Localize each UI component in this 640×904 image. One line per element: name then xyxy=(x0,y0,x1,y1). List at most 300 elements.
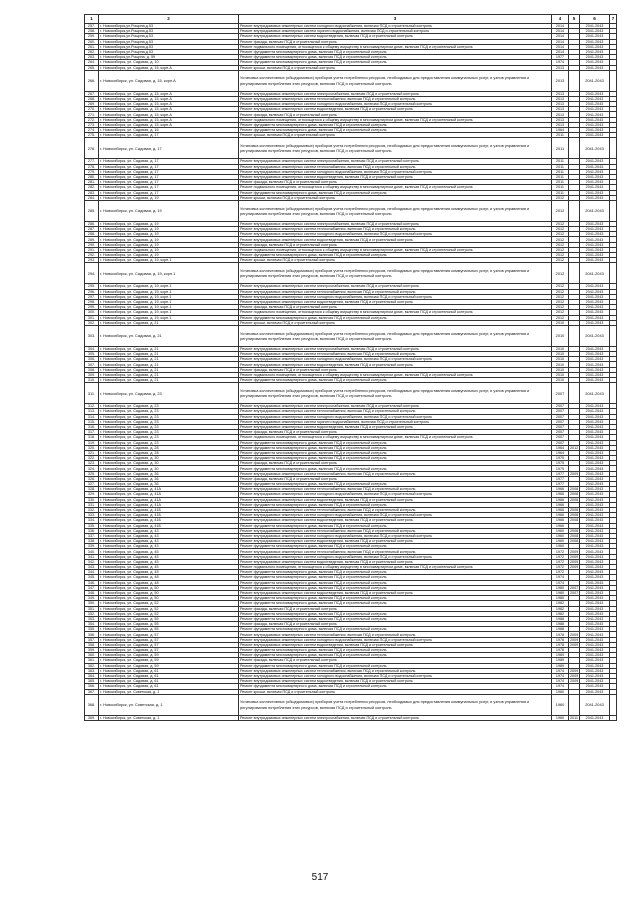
address-cell: г. Новосибирск, ул. Садовая, д. 59 xyxy=(99,653,239,658)
row-number-cell: 284. xyxy=(85,195,99,200)
row-number-cell: 334. xyxy=(85,518,99,523)
period-cell: 2041-2043 xyxy=(580,294,610,299)
work-type-cell: Ремонт фундамента многоквартирного дома, включая ПСД и строительный контроль xyxy=(239,55,552,60)
period-cell: 2041-2043 xyxy=(580,528,610,533)
period-cell: 2041-2043 xyxy=(580,565,610,570)
row-number-cell: 337. xyxy=(85,533,99,538)
address-cell: г. Новосибирск, ул. Советская, д. 1 xyxy=(99,694,239,715)
work-type-cell: Ремонт внутридомовых инженерных систем водоотведения, включая ПСД и строительный контроль xyxy=(239,299,552,304)
year-cell: 2010 xyxy=(552,352,569,357)
work-type-cell: Ремонт фасада, включая ПСД и строительный контроль xyxy=(239,658,552,663)
period-cell: 2041-2043 xyxy=(580,570,610,575)
work-type-cell: Ремонт внутридомовых инженерных систем электроснабжения, включая ПСД и строительный контроль xyxy=(239,91,552,96)
work-type-cell: Ремонт внутридомовых инженерных систем электроснабжения, включая ПСД и строительный контроль xyxy=(239,159,552,164)
work-type-cell: Ремонт фундамента многоквартирного дома, включая ПСД и строительный контроль xyxy=(239,585,552,590)
address-cell: г. Новосибирск, ул. Садовая, д. 41Б xyxy=(99,507,239,512)
row-number-cell: 291. xyxy=(85,247,99,252)
work-type-cell: Ремонт внутридомовых инженерных систем теплоснабжения, включая ПСД и строительный контроль xyxy=(239,507,552,512)
period-cell: 2041-2043 xyxy=(580,55,610,60)
table-body xyxy=(85,15,617,721)
year-extra-cell: 2009 xyxy=(570,679,579,684)
year-cell: 1989 xyxy=(552,658,569,663)
blank-cell xyxy=(610,200,617,221)
year-cell: 2007 xyxy=(552,424,569,429)
row-number-cell: 353. xyxy=(85,616,99,621)
address-cell: г. Новосибирск, ул. Садовая, д. 41Б xyxy=(99,523,239,528)
year-cell: 1982 xyxy=(552,606,569,611)
address-cell: г. Новосибирск, ул. Садовая, д. 48 xyxy=(99,575,239,580)
row-number-cell: 294. xyxy=(85,263,99,284)
row-number-cell: 299. xyxy=(85,305,99,310)
work-type-cell: Ремонт внутридомовых инженерных систем водоотведения, включая ПСД и строительный контроль xyxy=(239,642,552,647)
period-cell: 2041-2043 xyxy=(580,44,610,49)
work-type-cell: Ремонт фасада, включая ПСД и строительный контроль xyxy=(239,622,552,627)
address-cell: г. Новосибирск, ул. Садовая, д. 17 xyxy=(99,190,239,195)
year-cell: 2012 xyxy=(552,263,569,284)
work-type-cell: Ремонт фундамента многоквартирного дома, включая ПСД и строительный контроль xyxy=(239,60,552,65)
address-cell: г. Новосибирск, ул. Садовая, д. 23 xyxy=(99,404,239,409)
period-cell: 2041-2043 xyxy=(580,544,610,549)
year-cell: 2010 xyxy=(552,378,569,383)
work-type-cell: Установка коллективных (общедомовых) приборов учета потребления ресурсов, необходимых для предоставления коммунальных услуг, и узлов управления и регулирования потребления этих ресурсов, включая ПСД и строительный контроль xyxy=(239,200,552,221)
year-cell: 1980 xyxy=(552,596,569,601)
period-cell: 2041-2043 xyxy=(580,117,610,122)
year-cell: 2007 xyxy=(552,419,569,424)
year-cell: 2007 xyxy=(552,414,569,419)
year-cell: 1982 xyxy=(552,611,569,616)
year-cell: 2011 xyxy=(552,180,569,185)
year-cell: 1988 xyxy=(552,627,569,632)
year-extra-cell xyxy=(569,138,580,159)
address-cell: г. Новосибирск, ул. Садовая, д. 45 xyxy=(99,565,239,570)
row-number-cell: 361. xyxy=(85,658,99,663)
year-cell: 1977 xyxy=(552,471,569,476)
period-cell: 2041-2043 xyxy=(580,357,610,362)
row-number-cell: 341. xyxy=(85,554,99,559)
period-cell: 2041-2043 xyxy=(580,159,610,164)
period-cell: 2041-2043 xyxy=(580,554,610,559)
address-cell: г. Новосибирск, ул. Садовая, д. 30 xyxy=(99,461,239,466)
period-cell: 2041-2043 xyxy=(580,471,610,476)
period-cell: 2041-2043 xyxy=(580,346,610,351)
period-cell: 2041-2043 xyxy=(580,642,610,647)
work-type-cell: Ремонт крыши, включая ПСД и строительный контроль xyxy=(239,689,552,694)
period-cell: 2041-2043 xyxy=(580,49,610,54)
address-cell: г. Новосибирск, ул. Садовая, д. 52 xyxy=(99,606,239,611)
year-cell: 2010 xyxy=(552,346,569,351)
address-cell: г. Новосибирск, ул. Садовая, д. 28 xyxy=(99,445,239,450)
period-cell: 2041-2043 xyxy=(580,461,610,466)
address-cell: г. Новосибирск, ул. Садовая, д. 15, корп.А xyxy=(99,70,239,91)
work-type-cell: Ремонт фундамента многоквартирного дома, включая ПСД и строительный контроль xyxy=(239,440,552,445)
year-cell: 1964 xyxy=(552,445,569,450)
row-number-cell: 269. xyxy=(85,102,99,107)
work-type-cell: Ремонт фундамента многоквартирного дома, включая ПСД и строительный контроль xyxy=(239,378,552,383)
year-cell: 1966 xyxy=(552,513,569,518)
year-extra-cell: 2009 xyxy=(570,549,579,554)
address-cell: г. Новосибирск,ул.Рощина,д.53 xyxy=(99,24,239,29)
year-cell: 1972 xyxy=(552,565,569,570)
year-cell: 1974 xyxy=(552,684,569,689)
table-row xyxy=(85,138,617,159)
period-cell: 2041-2043 xyxy=(580,668,610,673)
period-cell: 2041-2043 xyxy=(580,658,610,663)
year-cell: 2012 xyxy=(552,227,569,232)
work-type-cell: Ремонт внутридомовых инженерных систем теплоснабжения, включая ПСД и строительный контроль xyxy=(239,668,552,673)
year-cell: 1977 xyxy=(552,476,569,481)
period-cell: 2041-2043 xyxy=(580,284,610,289)
blank-cell xyxy=(610,383,617,404)
work-type-cell: Ремонт подвального помещения, относящегося к общему имуществу в многоквартирном доме, включая ПСД и строительный контроль xyxy=(239,435,552,440)
work-type-cell: Ремонт фундамента многоквартирного дома, включая ПСД и строительный контроль xyxy=(239,122,552,127)
work-type-cell: Ремонт фасада, включая ПСД и строительный контроль xyxy=(239,305,552,310)
year-cell: 2007 xyxy=(552,440,569,445)
period-cell: 2041-2043 xyxy=(580,580,610,585)
year-extra-cell: 2008 xyxy=(570,539,579,544)
row-number-cell: 268. xyxy=(85,96,99,101)
header-cell: 4 xyxy=(552,15,569,24)
row-number-cell: 316. xyxy=(85,424,99,429)
period-cell: 2041-2043 xyxy=(580,107,610,112)
address-cell: г. Новосибирск, ул. Садовая, д. 21 xyxy=(99,362,239,367)
row-number-cell: 358. xyxy=(85,642,99,647)
address-cell: г. Новосибирск, ул. Садовая, д. 19 xyxy=(99,227,239,232)
row-number-cell: 343. xyxy=(85,565,99,570)
blank-cell xyxy=(610,694,617,715)
blank-cell xyxy=(610,325,617,346)
year-cell: 1974 xyxy=(552,580,569,585)
row-number-cell: 263. xyxy=(85,55,99,60)
work-type-cell: Ремонт внутридомовых инженерных систем водоотведения, включая ПСД и строительный контроль xyxy=(239,174,552,179)
address-cell: г. Новосибирск, ул. Садовая, д. 36 xyxy=(99,476,239,481)
year-cell: 1975 xyxy=(552,461,569,466)
row-number-cell: 347. xyxy=(85,585,99,590)
year-extra-cell: 2008 xyxy=(570,513,579,518)
period-cell: 2041-2043 xyxy=(580,367,610,372)
row-number-cell: 308. xyxy=(85,367,99,372)
address-cell: г. Новосибирск, ул. Советская, д. 1 xyxy=(99,689,239,694)
row-number-cell: 262. xyxy=(85,49,99,54)
work-type-cell: Ремонт внутридомовых инженерных систем теплоснабжения, включая ПСД и строительный контроль xyxy=(239,487,552,492)
row-number-cell: 317. xyxy=(85,430,99,435)
work-type-cell: Ремонт внутридомовых инженерных систем горячего водоснабжения, включая ПСД и строительный контроль xyxy=(239,29,552,34)
work-type-cell: Ремонт фасада, включая ПСД и строительный контроль xyxy=(239,476,552,481)
year-cell: 2012 xyxy=(552,232,569,237)
year-cell: 2012 xyxy=(552,294,569,299)
row-number-cell: 364. xyxy=(85,673,99,678)
row-number-cell: 258. xyxy=(85,29,99,34)
work-type-cell: Ремонт фундамента многоквартирного дома, включая ПСД и строительный контроль xyxy=(239,627,552,632)
work-type-cell: Установка коллективных (общедомовых) приборов учета потребления ресурсов, необходимых для предоставления коммунальных услуг, и узлов управления и регулирования потребления этих ресурсов, включая ПСД и строительный контроль xyxy=(239,325,552,346)
work-type-cell: Ремонт фундамента многоквартирного дома, включая ПСД и строительный контроль xyxy=(239,128,552,133)
work-type-cell: Ремонт фундамента многоквартирного дома, включая ПСД и строительный контроль xyxy=(239,580,552,585)
work-type-cell: Ремонт внутридомовых инженерных систем холодного водоснабжения, включая ПСД и строительный контроль xyxy=(239,294,552,299)
work-type-cell: Ремонт фундамента многоквартирного дома, включая ПСД и строительный контроль xyxy=(239,450,552,455)
address-cell: г. Новосибирск, ул. Садовая, д. 59 xyxy=(99,658,239,663)
year-cell: 1972 xyxy=(552,559,569,564)
period-cell: 2041-2043 xyxy=(580,299,610,304)
address-cell: г. Новосибирск, ул. Садовая, д. 19 xyxy=(99,242,239,247)
work-type-cell: Ремонт внутридомовых инженерных систем водоотведения, включая ПСД и строительный контроль xyxy=(239,237,552,242)
row-number-cell: 326. xyxy=(85,476,99,481)
period-cell: 2041-2043 xyxy=(580,523,610,528)
year-extra-cell xyxy=(569,694,580,715)
work-type-cell: Ремонт фундамента многоквартирного дома, включая ПСД и строительный контроль xyxy=(239,482,552,487)
year-cell: 2012 xyxy=(552,315,569,320)
year-cell: 1988 xyxy=(552,616,569,621)
work-type-cell: Ремонт внутридомовых инженерных систем водоотведения, включая ПСД и строительный контроль xyxy=(239,34,552,39)
work-type-cell: Ремонт фундамента многоквартирного дома, включая ПСД и строительный контроль xyxy=(239,190,552,195)
year-cell: 1960 xyxy=(552,533,569,538)
work-type-cell: Ремонт фундамента многоквартирного дома, включая ПСД и строительный контроль xyxy=(239,648,552,653)
address-cell: г. Новосибирск, ул. Садовая, д. 19, корп.1 xyxy=(99,294,239,299)
year-cell: 2011 xyxy=(552,133,569,138)
row-number-cell: 338. xyxy=(85,539,99,544)
year-cell: 1964 xyxy=(552,450,569,455)
address-cell: г. Новосибирск, ул. Садовая, д. 43 xyxy=(99,528,239,533)
address-cell: г. Новосибирск, ул. Садовая, д. 17 xyxy=(99,164,239,169)
year-extra-cell: 2009 xyxy=(570,642,579,647)
year-cell: 1978 xyxy=(552,637,569,642)
address-cell: г. Новосибирск, ул. Садовая, д. 50 xyxy=(99,596,239,601)
address-cell: г. Новосибирск, ул. Садовая, д. 48 xyxy=(99,580,239,585)
period-cell: 2041-2043 xyxy=(580,513,610,518)
period-cell: 2041-2043 xyxy=(580,549,610,554)
year-cell: 1966 xyxy=(552,507,569,512)
row-number-cell: 272. xyxy=(85,117,99,122)
row-number-cell: 290. xyxy=(85,242,99,247)
period-cell: 2041-2043 xyxy=(580,715,610,720)
work-type-cell: Ремонт фасада, включая ПСД и строительный контроль xyxy=(239,242,552,247)
work-type-cell: Ремонт внутридомовых инженерных систем холодного водоснабжения, включая ПСД и строительный контроль xyxy=(239,637,552,642)
row-number-cell: 304. xyxy=(85,346,99,351)
address-cell: г. Новосибирск, ул. Садовая, д. 45 xyxy=(99,559,239,564)
address-cell: г. Новосибирск, ул. Садовая, д. 21 xyxy=(99,352,239,357)
period-cell: 2041-2043 xyxy=(580,689,610,694)
address-cell: г. Новосибирск, ул. Садовая, д. 21 xyxy=(99,378,239,383)
work-type-cell: Ремонт внутридомовых инженерных систем горячего водоснабжения, включая ПСД и строительный контроль xyxy=(239,419,552,424)
address-cell: г. Новосибирск, ул. Садовая, д. 45 xyxy=(99,570,239,575)
year-cell: 2012 xyxy=(552,242,569,247)
row-number-cell: 312. xyxy=(85,404,99,409)
work-type-cell: Ремонт внутридомовых инженерных систем электроснабжения, включая ПСД и строительный контроль xyxy=(239,221,552,226)
work-type-cell: Ремонт фундамента многоквартирного дома, включая ПСД и строительный контроль xyxy=(239,544,552,549)
work-type-cell: Ремонт фасада, включая ПСД и строительный контроль xyxy=(239,606,552,611)
year-cell: 2014 xyxy=(552,49,569,54)
address-cell: г. Новосибирск, ул. Садовая, д. 19, корп.1 xyxy=(99,289,239,294)
work-type-cell: Ремонт внутридомовых инженерных систем холодного водоснабжения, включая ПСД и строительный контроль xyxy=(239,673,552,678)
address-cell: г. Новосибирск, ул. Садовая, д. 57 xyxy=(99,648,239,653)
year-cell: 1966 xyxy=(552,502,569,507)
work-type-cell: Ремонт фасада, включая ПСД и строительный контроль xyxy=(239,461,552,466)
row-number-cell: 279. xyxy=(85,169,99,174)
row-number-cell: 286. xyxy=(85,221,99,226)
period-cell: 2041-2043 xyxy=(580,128,610,133)
row-number-cell: 264. xyxy=(85,60,99,65)
work-type-cell: Ремонт фундамента многоквартирного дома, включая ПСД и строительный контроль xyxy=(239,575,552,580)
period-cell: 2041-2043 xyxy=(580,305,610,310)
year-extra-cell: 2009 xyxy=(570,565,579,570)
address-cell: г. Новосибирск, ул. Садовая, д. 57 xyxy=(99,637,239,642)
address-cell: г. Новосибирск, ул. Садовая, д. 17 xyxy=(99,138,239,159)
row-number-cell: 345. xyxy=(85,575,99,580)
work-type-cell: Ремонт внутридомовых инженерных систем холодного водоснабжения, включая ПСД и строительный контроль xyxy=(239,554,552,559)
row-number-cell: 359. xyxy=(85,648,99,653)
period-cell: 2041-2043 xyxy=(580,648,610,653)
year-cell: 2012 xyxy=(552,289,569,294)
year-extra-cell: 2008 xyxy=(570,492,579,497)
work-type-cell: Ремонт подвального помещения, относящегося к общему имуществу в многоквартирном доме, включая ПСД и строительный контроль xyxy=(239,372,552,377)
period-cell: 2041-2043 xyxy=(580,320,610,325)
year-cell: 1977 xyxy=(552,55,569,60)
year-cell: 2010 xyxy=(552,325,569,346)
year-cell: 1989 xyxy=(552,663,569,668)
work-type-cell: Ремонт внутридомовых инженерных систем холодного водоснабжения, включая ПСД и строительный контроль xyxy=(239,232,552,237)
year-cell: 1988 xyxy=(552,622,569,627)
period-cell: 2041-2043 xyxy=(580,601,610,606)
address-cell: г. Новосибирск, ул. Садовая, д. 10 xyxy=(99,60,239,65)
period-cell: 2041-2043 xyxy=(580,237,610,242)
row-number-cell: 270. xyxy=(85,107,99,112)
year-extra-cell: 2011 xyxy=(570,715,578,720)
address-cell: г. Новосибирск, ул. Садовая, д. 17 xyxy=(99,180,239,185)
year-cell: 2013 xyxy=(552,107,569,112)
period-cell: 2041-2043 xyxy=(580,24,610,29)
address-cell: г. Новосибирск, ул. Садовая, д. 15, корп.А xyxy=(99,65,239,70)
year-cell: 2012 xyxy=(552,284,569,289)
year-extra-cell xyxy=(569,325,580,346)
address-cell: г. Новосибирск,ул.Рощина,д.53 xyxy=(99,49,239,54)
year-extra-cell: 2007 xyxy=(570,585,579,590)
year-cell: 2012 xyxy=(552,221,569,226)
period-cell: 2041-2043 xyxy=(580,70,610,91)
work-type-cell: Ремонт фундамента многоквартирного дома, включая ПСД и строительный контроль xyxy=(239,456,552,461)
work-type-cell: Ремонт внутридомовых инженерных систем водоотведения, включая ПСД и строительный контроль xyxy=(239,679,552,684)
period-cell: 2041-2043 xyxy=(580,164,610,169)
row-number-cell: 329. xyxy=(85,492,99,497)
period-cell: 2041-2043 xyxy=(580,112,610,117)
row-number-cell: 289. xyxy=(85,237,99,242)
row-number-cell: 278. xyxy=(85,164,99,169)
row-number-cell: 328. xyxy=(85,487,99,492)
work-type-cell: Ремонт внутридомовых инженерных систем водоотведения, включая ПСД и строительный контроль xyxy=(239,518,552,523)
row-number-cell: 322. xyxy=(85,456,99,461)
work-type-cell: Ремонт внутридомовых инженерных систем электроснабжения, включая ПСД и строительный контроль xyxy=(239,346,552,351)
year-cell: 2014 xyxy=(552,24,569,29)
work-type-cell: Ремонт подвального помещения, относящегося к общему имуществу в многоквартирном доме, включая ПСД и строительный контроль xyxy=(239,117,552,122)
address-cell: г. Новосибирск, ул. Садовая, д. 17 xyxy=(99,169,239,174)
year-cell: 1980 xyxy=(552,590,569,595)
row-number-cell: 305. xyxy=(85,352,99,357)
row-number-cell: 354. xyxy=(85,622,99,627)
year-cell: 1966 xyxy=(552,487,569,492)
row-number-cell: 355. xyxy=(85,627,99,632)
address-cell: г. Новосибирск, ул. Садовая, д. 19 xyxy=(99,253,239,258)
year-extra-cell: 2009 xyxy=(570,554,579,559)
period-cell: 2041-2043 xyxy=(580,383,610,404)
row-number-cell: 360. xyxy=(85,653,99,658)
row-number-cell: 307. xyxy=(85,362,99,367)
year-extra-cell xyxy=(569,200,580,221)
work-type-cell: Ремонт фундамента многоквартирного дома, включая ПСД и строительный контроль xyxy=(239,445,552,450)
address-cell: г. Новосибирск, ул. Садовая, д. 23 xyxy=(99,435,239,440)
year-extra-cell xyxy=(569,263,580,284)
row-number-cell: 311. xyxy=(85,383,99,404)
address-cell: г. Новосибирск, ул. Садовая, д. 19 xyxy=(99,247,239,252)
row-number-cell: 277. xyxy=(85,159,99,164)
address-cell: г. Новосибирск, ул. Садовая, д. 15, корп.А xyxy=(99,91,239,96)
work-type-cell: Ремонт внутридомовых инженерных систем холодного водоснабжения, включая ПСД и строительный контроль xyxy=(239,357,552,362)
year-extra-cell: 2008 xyxy=(570,487,579,492)
address-cell: г. Новосибирск, ул. Садовая, д. 21 xyxy=(99,372,239,377)
row-number-cell: 327. xyxy=(85,482,99,487)
year-extra-cell: 2009 xyxy=(570,674,579,678)
row-number-cell: 333. xyxy=(85,513,99,518)
period-cell: 2041-2043 xyxy=(580,310,610,315)
year-cell: 1960 xyxy=(552,539,569,544)
year-cell: 2011 xyxy=(552,185,569,190)
year-cell: 2012 xyxy=(552,299,569,304)
work-type-cell: Ремонт внутридомовых инженерных систем водоотведения, включая ПСД и строительный контроль xyxy=(239,590,552,595)
period-cell: 2041-2043 xyxy=(580,195,610,200)
work-type-cell: Ремонт внутридомовых инженерных систем водоотведения, включая ПСД и строительный контроль xyxy=(239,424,552,429)
year-cell: 1972 xyxy=(552,549,569,554)
period-cell: 2041-2043 xyxy=(580,502,610,507)
table-row xyxy=(85,263,617,284)
work-type-cell: Ремонт внутридомовых инженерных систем водоотведения, включая ПСД и строительный контроль xyxy=(239,362,552,367)
address-cell: г. Новосибирск, ул. Садовая, д. 55 xyxy=(99,622,239,627)
period-cell: 2041-2043 xyxy=(580,242,610,247)
period-cell: 2041-2043 xyxy=(580,65,610,70)
row-number-cell: 285. xyxy=(85,200,99,221)
work-type-cell: Ремонт фундамента многоквартирного дома, включая ПСД и строительный контроль xyxy=(239,653,552,658)
row-number-cell: 352. xyxy=(85,611,99,616)
work-type-cell: Ремонт внутридомовых инженерных систем теплоснабжения, включая ПСД и строительный контроль xyxy=(239,352,552,357)
year-cell: 2013 xyxy=(552,117,569,122)
row-number-cell: 319. xyxy=(85,440,99,445)
year-extra-cell: 2009 xyxy=(570,668,579,673)
period-cell: 2041-2043 xyxy=(580,247,610,252)
period-cell: 2041-2043 xyxy=(580,34,610,39)
work-type-cell: Ремонт внутридомовых инженерных систем водоотведения, включая ПСД и строительный контроль xyxy=(239,497,552,502)
year-cell: 1974 xyxy=(552,60,569,65)
row-number-cell: 324. xyxy=(85,466,99,471)
work-type-cell: Ремонт фасада, включая ПСД и строительный контроль xyxy=(239,39,552,44)
period-cell: 2041-2043 xyxy=(580,96,610,101)
row-number-cell: 348. xyxy=(85,590,99,595)
year-extra-cell: 2009 xyxy=(570,559,579,564)
year-cell: 1960 xyxy=(552,544,569,549)
row-number-cell: 300. xyxy=(85,310,99,315)
row-number-cell: 323. xyxy=(85,461,99,466)
period-cell: 2041-2043 xyxy=(580,133,610,138)
work-type-cell: Ремонт подвального помещения, относящегося к общему имуществу в многоквартирном доме, включая ПСД и строительный контроль xyxy=(239,44,552,49)
blank-cell xyxy=(610,70,617,91)
period-cell: 2041-2043 xyxy=(580,29,610,34)
period-cell: 2041-2043 xyxy=(580,378,610,383)
year-cell: 2014 xyxy=(552,34,569,39)
address-cell: г. Новосибирск, ул. Садовая, д. 19, корп.1 xyxy=(99,284,239,289)
work-type-cell: Ремонт внутридомовых инженерных систем холодного водоснабжения, включая ПСД и строительный контроль xyxy=(239,169,552,174)
row-number-cell: 356. xyxy=(85,632,99,637)
row-number-cell: 280. xyxy=(85,174,99,179)
work-type-cell: Ремонт внутридомовых инженерных систем теплоснабжения, включая ПСД и строительный контроль xyxy=(239,632,552,637)
period-cell: 2041-2043 xyxy=(580,694,610,715)
address-cell: г. Новосибирск, ул. Садовая, д. 43 xyxy=(99,533,239,538)
period-cell: 2041-2043 xyxy=(580,424,610,429)
year-cell: 2012 xyxy=(552,253,569,258)
row-number-cell: 301. xyxy=(85,315,99,320)
